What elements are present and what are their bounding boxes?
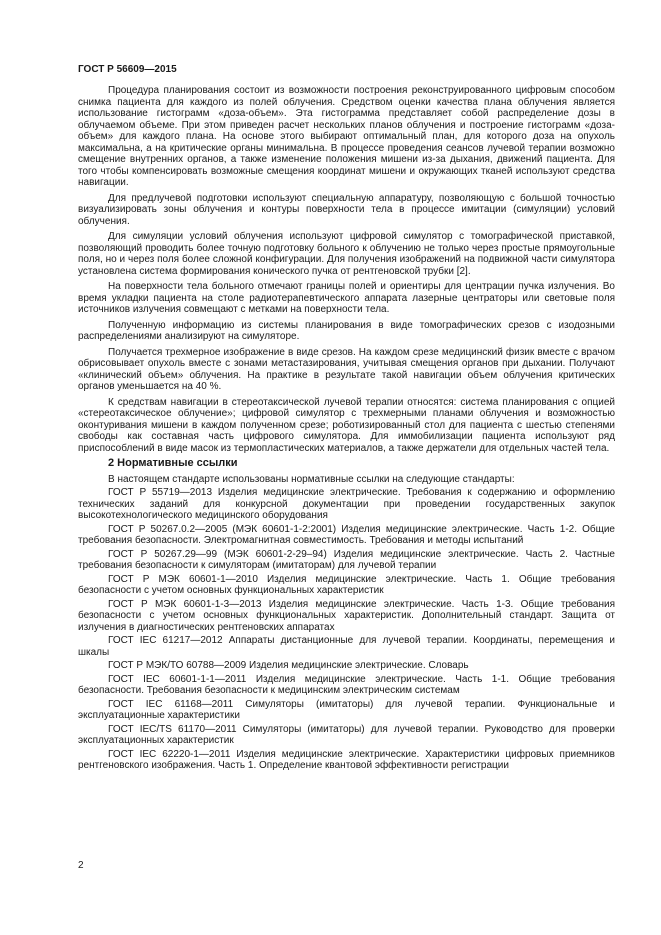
document-header: ГОСТ Р 56609—2015 — [78, 64, 177, 75]
reference-item: ГОСТ Р МЭК 60601-1-3—2013 Изделия медицинские электрические. Часть 1-3. Общие требования безопасности с учетом основных функциональных характеристик. Дополнительный стандарт. Защита от излучения в диагностических рентгеновских аппаратах — [78, 598, 615, 633]
paragraph: Для симуляции условий облучения используют цифровой симулятор с томографической приставкой, позволяющий проводить более точную подготовку больного к облучению не только через простые прямоугольные поля, но и через поля более сложной конфигурации. Для получения изображений на подвижной части симулятора установлена система формирования конического пучка от рентгеновской трубки [2]. — [78, 231, 615, 277]
paragraph: На поверхности тела больного отмечают границы полей и ориентиры для центрации пучка излучения. Во время укладки пациента на столе радиотерапевтического аппарата лазерные центраторы или световые поля источников излучения совмещают с метками на поверхности тела. — [78, 281, 615, 315]
reference-item: ГОСТ IEC 60601-1-1—2011 Изделия медицинские электрические. Часть 1-1. Общие требования безопасности. Требования безопасности к медицинским электрическим системам — [78, 673, 615, 696]
reference-item: ГОСТ IEC 61168—2011 Симуляторы (имитаторы) для лучевой терапии. Функциональные и эксплуатационные характеристики — [78, 698, 615, 721]
reference-item: ГОСТ IEC 62220-1—2011 Изделия медицинские электрические. Характеристики цифровых приемников рентгеновского изображения. Часть 1. Определение квантовой эффективности регистрации — [78, 748, 615, 771]
paragraph: Полученную информацию из системы планирования в виде томографических срезов с изодозными распределениями анализируют на симуляторе. — [78, 319, 615, 342]
section-intro: В настоящем стандарте использованы нормативные ссылки на следующие стандарты: — [108, 473, 515, 485]
reference-item: ГОСТ IEC/TS 61170—2011 Симуляторы (имитаторы) для лучевой терапии. Руководство для проверки эксплуатационных характеристик — [78, 723, 615, 746]
paragraph: Для предлучевой подготовки используют специальную аппаратуру, позволяющую с большой точностью визуализировать зоны облучения и контуры поверхности тела в процессе имитации (симуляции) условий облучения. — [78, 192, 615, 227]
reference-item: ГОСТ Р МЭК 60601-1—2010 Изделия медицинские электрические. Часть 1. Общие требования безопасности с учетом основных функциональных характеристик — [78, 573, 615, 596]
reference-item: ГОСТ Р 55719—2013 Изделия медицинские электрические. Требования к содержанию и оформлению технических заданий для конкурсной документации при проведении государственных закупок высокотехнологического медицинского оборудования — [78, 487, 615, 521]
reference-item: ГОСТ IEC 61217—2012 Аппараты дистанционные для лучевой терапии. Координаты, перемещения и шкалы — [78, 635, 615, 658]
paragraph: К средствам навигации в стереотаксической лучевой терапии относятся: система планирования с опцией «стереотаксическое облучение»; цифровой симулятор с трехмерными планами облучения и возможностью оконтуривания мишени в каждом полученном срезе; роботизированный стол для пациента с шестью степенями свободы как составная часть цифрового симулятора. Для иммобилизации пациента используют ряд приспособлений в виде масок из термопластических материалов, а также держатели для отдельных частей тела. — [78, 396, 615, 454]
reference-item: ГОСТ Р 50267.0.2—2005 (МЭК 60601-1-2:2001) Изделия медицинские электрические. Часть 1-2. Общие требования безопасности. Электромагнитная совместимость. Требования и методы испытаний — [78, 523, 615, 546]
reference-item: ГОСТ Р МЭК/ТО 60788—2009 Изделия медицинские электрические. Словарь — [108, 660, 469, 671]
section-title: 2 Нормативные ссылки — [108, 457, 238, 469]
paragraph: Процедура планирования состоит из возможности построения реконструированного цифровым способом снимка пациента для каждого из полей облучения. Средством оценки качества плана облучения является использование гистограмм «доза-объем». Эта гистограмма представляет собой распределение дозы в облучаемом объеме. При этом приведен расчет нескольких планов облучения и построение гистограмм «доза-объем» для каждого плана. На основе этого выбирают оптимальный план, для которого доза на опухоль максимальна, а на критические органы минимальна. В процессе проведения сеансов лучевой терапии возможно смещение внутренних органов, а также изменение положения мишени из-за дыхания, движений пациента. Для того чтобы компенсировать возможные смещения координат мишени и окружающих тканей используют средства навигации. — [78, 85, 615, 188]
paragraph: Получается трехмерное изображение в виде срезов. На каждом срезе медицинский физик вместе с врачом обрисовывает опухоль вместе с зонами метастазирования, учитывая смещения органов при дыхании. Получают «клинический объем» облучения. На практике в результате такой навигации объем облучения критических органов уменьшается на 40 %. — [78, 346, 615, 392]
page-number: 2 — [78, 860, 84, 871]
document-body — [78, 85, 615, 774]
reference-item: ГОСТ Р 50267.29—99 (МЭК 60601-2-29–94) Изделия медицинские электрические. Часть 2. Частные требования безопасности к симуляторам (имитаторам) для лучевой терапии — [78, 548, 615, 571]
